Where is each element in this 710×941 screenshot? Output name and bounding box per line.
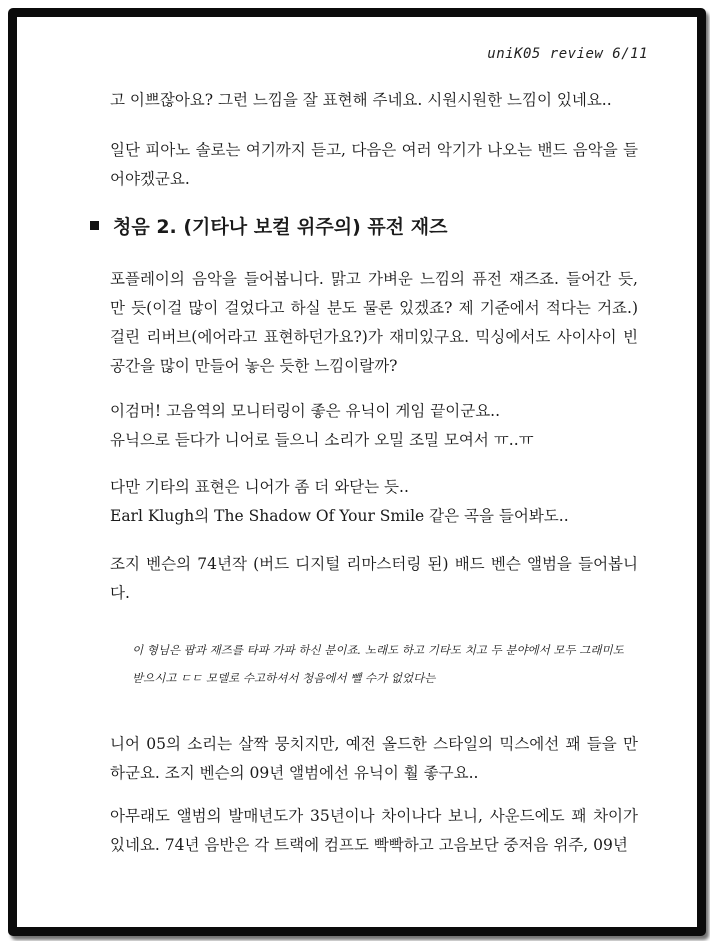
paragraph-fourplay: 포플레이의 음악을 들어봅니다. 맑고 가벼운 느낌의 퓨전 재즈죠. 들어간 듯, 만 듯(이걸 많이 걸었다고 하실 분도 물론 있겠죠? 제 기준에서 적다는 거죠.) 걸린 리버브(에어라고 표현하던가요?)가 재미있구요. 믹싱에서도 사이사이 빈 공간을 많이 만들어 놓은 듯한 느낌이랄까?: [110, 270, 638, 375]
handwritten-note: 이 형님은 팝과 재즈를 타파 가파 하신 분이죠. 노래도 하고 기타도 치고 두 분야에서 모두 그래미도 받으시고 ㄷㄷ 모델로 수고하셔서 청음에서 뺄 수가 없었다는: [132, 643, 624, 685]
paragraph-earl-klugh: Earl Klugh의 The Shadow Of Your Smile 같은 곡을 들어봐도..: [110, 507, 569, 525]
section-heading: [90, 212, 447, 239]
paragraph-transition: 일단 피아노 솔로는 여기까지 듣고, 다음은 여러 악기가 나오는 밴드 음악을 들어야겠군요.: [110, 141, 638, 188]
paragraph-near05: 니어 05의 소리는 살짝 뭉치지만, 예전 올드한 스타일의 믹스에선 꽤 들을 만 하군요. 조지 벤슨의 09년 앨범에선 유닉이 훨 좋구요..: [110, 735, 638, 782]
paragraph-high-range: 이검머! 고음역의 모니터링이 좋은 유닉이 게임 끝이군요..: [110, 402, 501, 420]
paragraph-george-benson: 조지 벤슨의 74년작 (버드 디지털 리마스터링 된) 배드 벤슨 앨범을 들어봅니다.: [110, 555, 638, 602]
paragraph-near-comparison: 유닉으로 듣다가 니어로 들으니 소리가 오밀 조밀 모여서 ㅠ..ㅠ: [110, 431, 534, 449]
paragraph-intro: 고 이쁘잖아요? 그런 느낌을 잘 표현해 주네요. 시원시원한 느낌이 있네요..: [110, 91, 612, 109]
bullet-square-icon: [90, 221, 99, 230]
section-heading-text: 청음 2. (기타나 보컬 위주의) 퓨전 재즈: [113, 216, 448, 238]
paragraph-release-year: 아무래도 앨범의 발매년도가 35년이나 차이나다 보니, 사운드에도 꽤 차이가 있네요. 74년 음반은 각 트랙에 컴프도 빡빡하고 고음보단 중저음 위주, 09년: [110, 807, 638, 854]
page-header-label: uniK05 review 6/11: [487, 46, 648, 62]
paragraph-guitar: 다만 기타의 표현은 니어가 좀 더 와닫는 듯..: [110, 478, 409, 496]
